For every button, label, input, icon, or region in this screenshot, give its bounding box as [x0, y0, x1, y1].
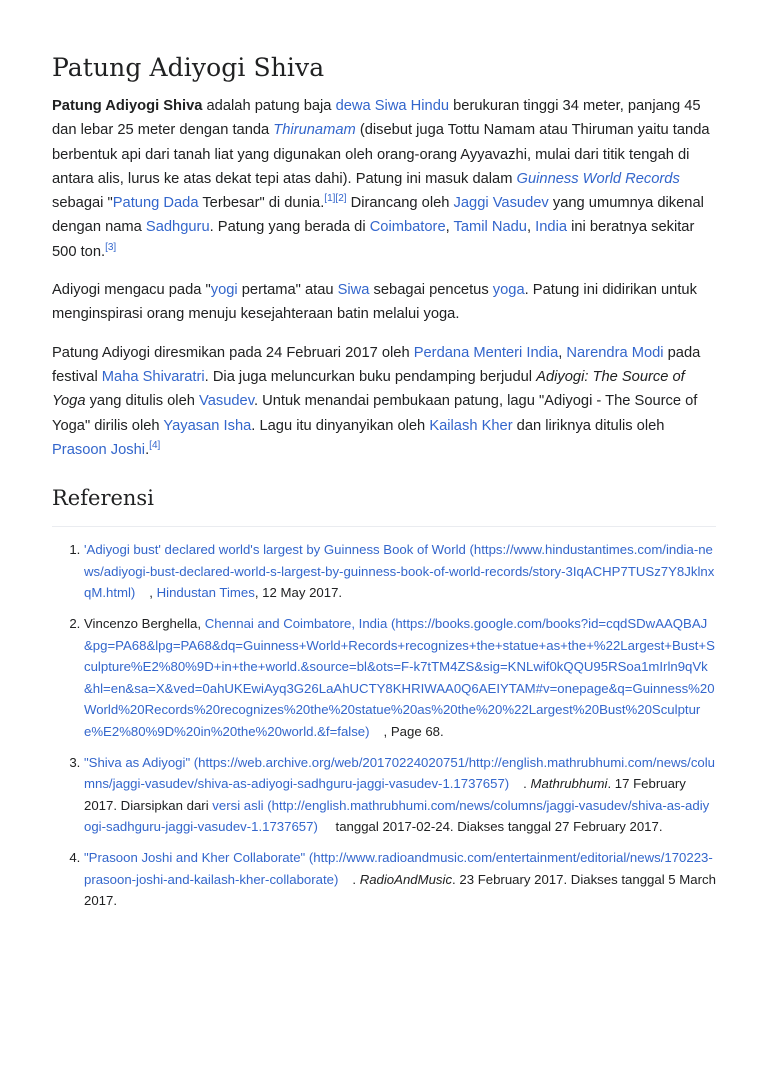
citation-3[interactable]: [3]	[105, 241, 117, 253]
reference-1-link[interactable]: 'Adiyogi bust' declared world's largest by Guinness Book of World (https://www.hindustantimes.com/india-news/adiyogi-bust-declared-world-s-largest-by-guinness-book-of-world-records/story-3IqACHP7TUSz7Y8JklnxqM.html)	[84, 542, 715, 601]
link-jaggi-vasudev[interactable]: Jaggi Vasudev	[453, 195, 549, 212]
link-maha-shivaratri[interactable]: Maha Shivaratri	[101, 368, 205, 385]
link-sadhguru[interactable]: Sadhguru	[145, 219, 210, 236]
link-vasudev[interactable]: Vasudev	[199, 393, 254, 410]
link-tamil-nadu[interactable]: Tamil Nadu	[453, 219, 527, 236]
link-prasoon-joshi[interactable]: Prasoon Joshi	[52, 441, 146, 458]
citation-2[interactable]: [2]	[335, 193, 347, 205]
reference-4-link[interactable]: "Prasoon Joshi and Kher Collaborate" (http://www.radioandmusic.com/entertainment/editorial/news/170223-prasoon-joshi-and-kailash-kher-collaborate)	[84, 850, 713, 887]
adiyogi-meaning-paragraph: Adiyogi mengacu pada "yogi pertama" atau Siwa sebagai pencetus yoga. Patung ini didirikan untuk menginspirasi orang menuju kesejahteraan batin melalui yoga.	[52, 282, 697, 323]
link-thirunamam[interactable]: Thirunamam	[273, 122, 356, 139]
reference-item-3: 3. "Shiva as Adiyogi" (https://web.archive.org/web/20170224020751/http://english.mathrubhumi.com/news/columns/jaggi-vasudev/shiva-as-adiyogi-sadhguru-jaggi-vasudev-1.1737657) . Mathrubhumi. 17 February 2017. Diarsipkan dari versi asli (http://english.mathrubhumi.com/news/columns/jaggi-vasudev/shiva-as-adiyogi-sadhguru-jaggi-vasudev-1.1737657) tanggal 2017-02-24. Diakses tanggal 27 February 2017.	[84, 752, 716, 838]
references-list	[52, 539, 716, 912]
intro-paragraph: Patung Adiyogi Shiva adalah patung baja dewa Siwa Hindu berukuran tinggi 34 meter, panjang 45 dan lebar 25 meter dengan tanda Thirunamam (disebut juga Tottu Namam atau Thiruman yaitu tanda berbentuk api dari tanah liat yang digunakan oleh orang-orang Ayyavazhi, mulai dari titik tengah di antara alis, lurus ke atas dekat tepi atas dahi). Patung ini masuk dalam Guinness World Records sebagai "Patung Dada Terbesar" di dunia.[1][2] Dirancang oleh Jaggi Vasudev yang umumnya dikenal dengan nama Sadhguru. Patung yang berada di Coimbatore, Tamil Nadu, India ini beratnya sekitar 500 ton.[3]	[52, 98, 710, 260]
link-perdana-menteri-india[interactable]: Perdana Menteri India	[413, 344, 559, 361]
article	[0, 52, 768, 912]
reference-3-link[interactable]: "Shiva as Adiyogi" (https://web.archive.org/web/20170224020751/http://english.mathrubhumi.com/news/columns/jaggi-vasudev/shiva-as-adiyogi-sadhguru-jaggi-vasudev-1.1737657)	[84, 754, 716, 792]
references-heading: Referensi	[52, 484, 716, 527]
inauguration-paragraph: Patung Adiyogi diresmikan pada 24 Februari 2017 oleh Perdana Menteri India, Narendra Modi pada festival Maha Shivaratri. Dia juga meluncurkan buku pendamping berjudul Adiyogi: The Source of Yoga yang ditulis oleh Vasudev. Untuk menandai pembukaan patung, lagu "Adiyogi - The Source of Yoga" dirilis oleh Yayasan Isha. Lagu itu dinyanyikan oleh Kailash Kher dan liriknya ditulis oleh Prasoon Joshi.[4]	[52, 344, 701, 458]
citation-4[interactable]: [4]	[149, 439, 161, 451]
reference-1-publisher-link[interactable]: Hindustan Times	[156, 585, 255, 601]
link-siwa[interactable]: Siwa	[337, 282, 370, 299]
link-india[interactable]: India	[535, 219, 568, 236]
reference-2-link[interactable]: Chennai and Coimbatore, India (https://books.google.com/books?id=cqdSDwAAQBAJ&pg=PA68&lpg=PA68&dq=Guinness+World+Records+recognizes+the+statue+as+the+%22Largest+Bust+Sculpture%E2%80%9D+in+the+world.&source=bl&ots=F-k7tTM4ZS&sig=KNLwif0kQQU95RSoa1mIrln9qVk&hl=en&sa=X&ved=0ahUKEwiAyq3G26LaAhUCTY8KHRIWAA0Q6AEIYTAM#v=onepage&q=Guinness%20World%20Records%20recognizes%20the%20statue%20as%20the%20%22Largest%20Bust%20Sculpture%E2%80%9D%20in%20the%20world.&f=false)	[84, 616, 715, 739]
page-title: Patung Adiyogi Shiva	[52, 53, 325, 82]
link-kailash-kher[interactable]: Kailash Kher	[429, 417, 513, 434]
link-yoga[interactable]: yoga	[492, 282, 525, 299]
link-coimbatore[interactable]: Coimbatore	[369, 219, 446, 236]
reference-item-4: 4. "Prasoon Joshi and Kher Collaborate" (http://www.radioandmusic.com/entertainment/editorial/news/170223-prasoon-joshi-and-kailash-kher-collaborate) . RadioAndMusic. 23 February 2017. Diakses tanggal 5 March 2017.	[84, 847, 716, 912]
reference-item-2: 2. Vincenzo Berghella, Chennai and Coimbatore, India (https://books.google.com/books?id=cqdSDwAAQBAJ&pg=PA68&lpg=PA68&dq=Guinness+World+Records+recognizes+the+statue+as+the+%22Largest+Bust+Sculpture%E2%80%9D+in+the+world.&source=bl&ots=F-k7tTM4ZS&sig=KNLwif0kQQU95RSoa1mIrln9qVk&hl=en&sa=X&ved=0ahUKEwiAyq3G26LaAhUCTY8KHRIWAA0Q6AEIYTAM#v=onepage&q=Guinness%20World%20Records%20recognizes%20the%20statue%20as%20the%20%22Largest%20Bust%20Sculpture%E2%80%9D%20in%20the%20world.&f=false) , Page 68.	[84, 613, 716, 742]
link-narendra-modi[interactable]: Narendra Modi	[566, 344, 664, 361]
citation-1[interactable]: [1]	[324, 193, 336, 205]
link-yogi[interactable]: yogi	[210, 282, 238, 299]
link-guinness-world-records[interactable]: Guinness World Records	[516, 170, 680, 187]
link-patung-dada[interactable]: Patung Dada	[112, 195, 199, 212]
reference-3-archive-link[interactable]: versi asli (http://english.mathrubhumi.com/news/columns/jaggi-vasudev/shiva-as-adiyogi-sadhguru-jaggi-vasudev-1.1737657)	[84, 797, 710, 835]
reference-item-1: 1. 'Adiyogi bust' declared world's largest by Guinness Book of World (https://www.hindustantimes.com/india-news/adiyogi-bust-declared-world-s-largest-by-guinness-book-of-world-records/story-3IqACHP7TUSz7Y8JklnxqM.html) , Hindustan Times, 12 May 2017.	[84, 539, 716, 604]
book-title: Adiyogi: The Source of Yoga	[52, 368, 685, 410]
link-yayasan-isha[interactable]: Yayasan Isha	[163, 417, 252, 434]
link-dewa-siwa-hindu[interactable]: dewa Siwa Hindu	[335, 98, 450, 114]
article-subject: Patung Adiyogi Shiva	[52, 98, 203, 114]
